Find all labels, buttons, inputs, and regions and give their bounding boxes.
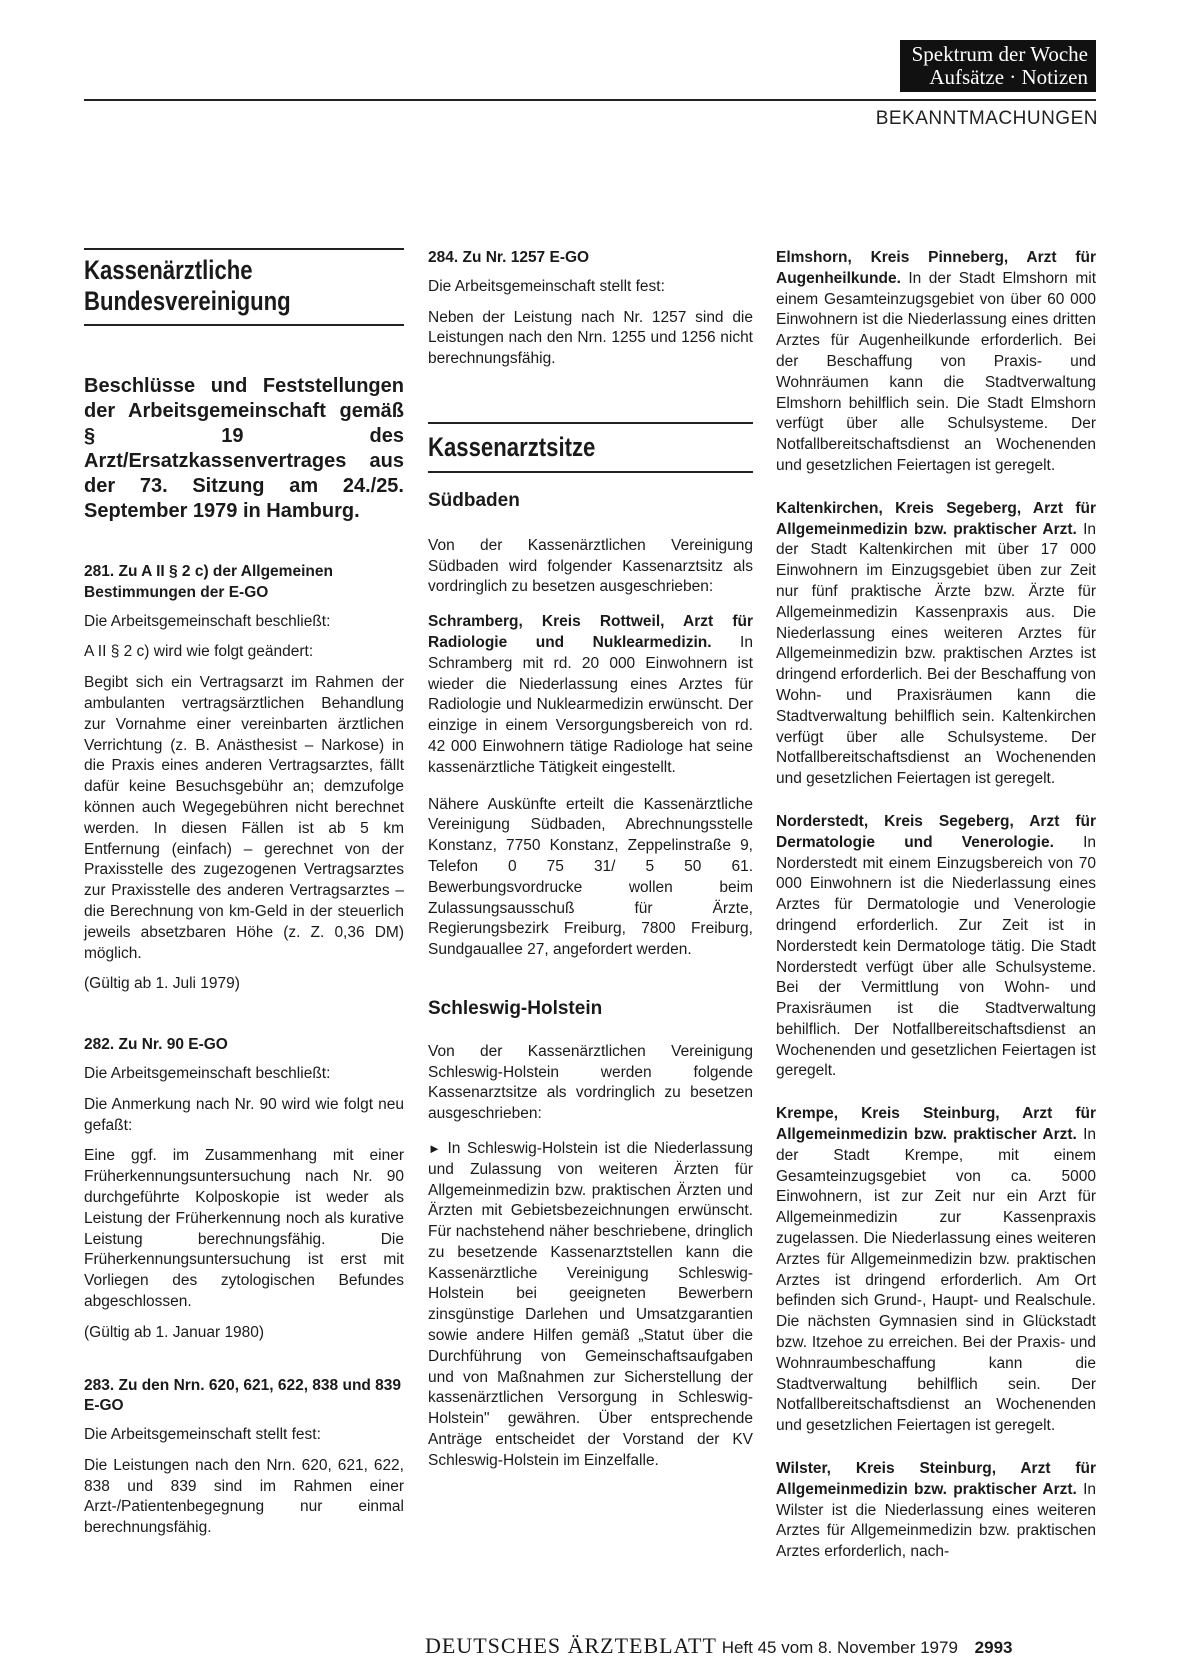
suedbaden-entry-text: In Schramberg mit rd. 20 000 Einwohnern ist wieder die Niederlassung eines Arztes für Radiologie und Nuklearmedizin erwünscht. Der einzige in einem Versorgungsbereich von rd. 42 000 Einwohnern tätige Radiologe hat seine kassenärztliche Tätigkeit eingestellt. [428, 633, 753, 776]
resolution-283-title: 283. Zu den Nrn. 620, 621, 622, 838 und 839 E-GO [84, 1376, 402, 1415]
entry-norderstedt-lead: Norderstedt, Kreis Segeberg, Arzt für Dermatologie und Venerologie. [776, 812, 1096, 851]
entry-elmshorn [776, 248, 1096, 477]
entry-krempe [776, 1104, 1096, 1437]
badge-line-2: Aufsätze · Notizen [929, 65, 1088, 89]
issue-info: Heft 45 vom 8. November 1979 [721, 1638, 958, 1657]
schleswig-holstein-info [428, 1139, 753, 1472]
triangle-marker-icon: ► [428, 1140, 441, 1156]
resolution-281-p2: A II § 2 c) wird wie folgt geändert: [84, 643, 314, 661]
kassenarztsitze-heading [428, 424, 753, 471]
resolution-281-p4: (Gültig ab 1. Juli 1979) [84, 975, 240, 993]
resolution-281-title: 281. Zu A II § 2 c) der Allgemeinen Bestimmungen der E-GO [84, 563, 333, 601]
series-badge [900, 40, 1096, 92]
kassenarztsitze-rule-bottom [428, 471, 753, 473]
heading-rule-bottom [84, 324, 404, 326]
page-footer [425, 1633, 1096, 1659]
page-number: 2993 [974, 1638, 1013, 1657]
journal-name: DEUTSCHES ÄRZTEBLATT [425, 1633, 717, 1658]
entry-kaltenkirchen-lead: Kaltenkirchen, Kreis Segeberg, Arzt für Allgemeinmedizin bzw. praktischer Arzt. [776, 499, 1096, 538]
entry-norderstedt-text: In Norderstedt mit einem Einzugsbereich von 70 000 Einwohnern ist die Niederlassung eines Arztes für Dermatologie und Venerologie dringend erforderlich. Zur Zeit ist in Norderstedt kein Dermatologe tätig. Die Stadt Norderstedt verfügt über alle Schulsysteme. Bei der Vermittlung von Wohn- und Praxisräumen ist die Stadtverwaltung behilflich. Der Notfallbereitschaftsdienst an Wochenenden und gesetzlichen Feiertagen ist geregelt. [776, 833, 1097, 1080]
resolution-284-p1: Die Arbeitsgemeinschaft stellt fest: [428, 277, 665, 295]
suedbaden-entry [428, 612, 753, 778]
resolution-281-p3: Begibt sich ein Vertragsarzt im Rahmen der ambulanten vertragsärztlichen Behandlung zur Vornahme einer vereinbarten ärztlichen Verrichtung (z. B. Anästhesist – Narkose) in die Praxis eines anderen Vertragsarztes, fällt dafür keine Besuchsgebühr an; demzufolge können auch Wegegebühren nicht berechnet werden. In diesen Fällen ist ab 5 km Entfernung (einfach) – gerechnet von der Praxisstelle des zugezogenen Vertragsarztes zur Praxisstelle des anderen Vertragsarztes – die Berechnung von km-Geld in der steuerlich jeweils absetzbaren Höhe (z. Z. 0,36 DM) möglich. [84, 674, 404, 962]
resolution-282-p4: (Gültig ab 1. Januar 1980) [84, 1323, 265, 1341]
entry-wilster [776, 1459, 1096, 1563]
entry-krempe-text: In der Stadt Krempe, mit einem Gesamteinzugsgebiet von ca. 5000 Einwohnern, ist zur Zeit nur ein Arzt für Allgemeinmedizin zur Kassenpraxis zugelassen. Die Niederlassung eines weiteren Arztes für Allgemeinmedizin bzw. praktischen Arztes ist dringend erforderlich. Am Ort befinden sich Grund-, Haupt- und Realschule. Die nächsten Gymnasien sind in Glückstadt bzw. Itzehoe zu erreichen. Bei der Praxis- und Wohnraumbeschaffung kann die Stadtverwaltung behilflich sein. Der Notfallbereitschaftsdienst an Wochenenden und gesetzlichen Feiertagen ist geregelt. [776, 1126, 1096, 1435]
schleswig-holstein-info-text: In Schleswig-Holstein ist die Niederlassung und Zulassung von weiteren Ärzten für Allgemeinmedizin bzw. praktischen Ärzten und Ärzten mit Gebietsbezeichnungen erwünscht. Für nachstehend näher beschriebene, dringlich zu besetzende Kassenarztstellen kann die Kassenärztliche Vereinigung Schleswig-Holstein bei geeigneten Bewerbern zinsgünstige Darlehen und Umsatzgarantien sowie andere Hilfen gemäß „Statut über die Durchführung von Gemeinschaftsaufgaben und von Maßnahmen zur Sicherstellung der kassenärztlichen Versorgung in Schleswig-Holstein" gewähren. Über entsprechende Anträge entscheidet der Vorstand der KV Schleswig-Holstein im Einzelfalle. [428, 1139, 753, 1469]
subheading-suedbaden: Südbaden [428, 489, 520, 511]
entry-wilster-text: In Wilster ist die Niederlassung eines weiteren Arztes für Allgemeinmedizin bzw. praktischen Arztes erforderlich, nach- [776, 1480, 1096, 1561]
suedbaden-intro: Von der Kassenärztlichen Vereinigung Südbaden wird folgender Kassenarztsitz als vordringlich zu besetzen ausgeschrieben: [428, 536, 753, 596]
kassenarztsitze-heading-text: Kassenarztsitze [428, 431, 596, 462]
entry-kaltenkirchen-text: In der Stadt Kaltenkirchen mit über 17 000 Einwohnern im Einzugsgebiet üben zur Zeit nur fünf praktische Ärzte bzw. Ärzte für Allgemeinmedizin Kassenpraxis aus. Die Niederlassung eines weiteren Arztes für Allgemeinmedizin bzw. praktischen Arztes ist dringend erforderlich. Bei der Beschaffung von Wohn- und Praxisräumen kann die Stadtverwaltung behilflich sein. Kaltenkirchen verfügt über alle Schulsysteme. Der Notfallbereitschaftsdienst an Wochenenden und gesetzlichen Feiertagen ist geregelt. [776, 520, 1096, 788]
resolution-283-p1: Die Arbeitsgemeinschaft stellt fest: [84, 1426, 321, 1444]
resolution-281-p1: Die Arbeitsgemeinschaft beschließt: [84, 612, 331, 630]
entry-krempe-lead: Krempe, Kreis Steinburg, Arzt für Allgemeinmedizin bzw. praktischer Arzt. [776, 1105, 1096, 1144]
intro-text: Beschlüsse und Feststellungen der Arbeitsgemeinschaft gemäß § 19 des Arzt/Ersatzkassenvertrages aus der 73. Sitzung am 24./25. September 1979 in Hamburg. [84, 375, 404, 522]
resolution-283-p2: Die Leistungen nach den Nrn. 620, 621, 622, 838 und 839 sind im Rahmen einer Arzt-/Patientenbegegnung nur einmal berechnungsfähig. [84, 1456, 404, 1537]
resolution-284-title: 284. Zu Nr. 1257 E-GO [428, 249, 590, 266]
resolution-282-p2: Die Anmerkung nach Nr. 90 wird wie folgt neu gefaßt: [84, 1095, 404, 1134]
header-rule [84, 99, 1096, 101]
entry-elmshorn-text: In der Stadt Elmshorn mit einem Gesamteinzugsgebiet von über 60 000 Einwohnern ist die Niederlassung eines dritten Arztes für Augenheilkunde erforderlich. Bei der Beschaffung von Praxis- und Wohnräumen kann die Stadtverwaltung Elmshorn behilflich sein. Die Stadt Elmshorn verfügt über alle Schulsysteme. Der Notfallbereitschaftsdienst an Wochenenden und gesetzlichen Feiertagen ist geregelt. [776, 269, 1096, 474]
schleswig-holstein-intro: Von der Kassenärztlichen Vereinigung Schleswig-Holstein werden folgende Kassenarztsitze als vordringlich zu besetzen ausgeschrieben: [428, 1042, 753, 1123]
badge-line-1: Spektrum der Woche [911, 42, 1088, 66]
kbv-heading-line-1: Kassenärztliche [84, 255, 253, 285]
column-3 [776, 248, 1096, 1573]
kbv-heading [84, 250, 404, 324]
column-1 [84, 248, 404, 1549]
resolution-282-p1: Die Arbeitsgemeinschaft beschließt: [84, 1064, 331, 1082]
section-label: BEKANNTMACHUNGEN [875, 108, 1098, 129]
entry-elmshorn-lead: Elmshorn, Kreis Pinneberg, Arzt für Augenheilkunde. [776, 249, 1096, 287]
resolution-282-title: 282. Zu Nr. 90 E-GO [84, 1036, 228, 1054]
column-2 [428, 248, 753, 1482]
suedbaden-entry-lead: Schramberg, Kreis Rottweil, Arzt für Radiologie und Nuklearmedizin. [428, 613, 753, 651]
resolution-282-p3: Eine ggf. im Zusammenhang mit einer Früherkennungsuntersuchung nach Nr. 90 durchgeführte Kolposkopie ist weder als Leistung der Früherkennung noch als kurative Leistung berechnungsfähig. Die Früherkennungsuntersuchung ist erst mit Vorliegen des zytologischen Befundes abgeschlossen. [84, 1147, 404, 1310]
subheading-schleswig-holstein: Schleswig-Holstein [428, 997, 603, 1019]
resolution-284-p2: Neben der Leistung nach Nr. 1257 sind die Leistungen nach den Nrn. 1255 und 1256 nicht berechnungsfähig. [428, 308, 753, 368]
entry-norderstedt [776, 812, 1096, 1082]
kbv-heading-line-2: Bundesvereinigung [84, 286, 291, 316]
entry-kaltenkirchen [776, 499, 1096, 790]
suedbaden-contact: Nähere Auskünfte erteilt die Kassenärztliche Vereinigung Südbaden, Abrechnungsstelle Konstanz, 7750 Konstanz, Zeppelinstraße 9, Telefon 0 75 31/ 5 50 61. Bewerbungsvordrucke wollen beim Zulassungsausschuß für Ärzte, Regierungsbezirk Freiburg, 7800 Freiburg, Sundgauallee 27, angefordert werden. [428, 795, 753, 959]
entry-wilster-lead: Wilster, Kreis Steinburg, Arzt für Allgemeinmedizin bzw. praktischer Arzt. [776, 1460, 1096, 1498]
